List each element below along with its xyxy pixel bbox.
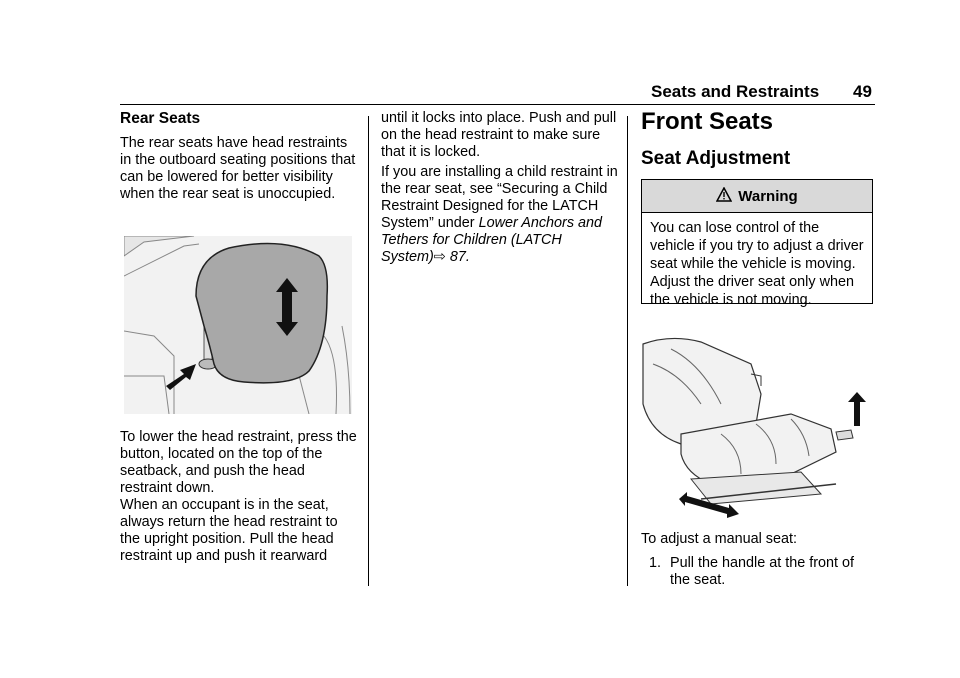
rear-seats-heading: Rear Seats bbox=[120, 110, 201, 127]
column-divider-left bbox=[368, 116, 369, 586]
page-ref-arrow-icon: ⇨ bbox=[433, 249, 446, 265]
step-text: Pull the handle at the front of the seat. bbox=[670, 555, 855, 588]
rear-seats-intro: The rear seats have head restraints in the outboard seating positions that can be lowered for better visibility when the rear seat is unoccupied. bbox=[120, 135, 356, 202]
warning-box bbox=[641, 179, 873, 308]
child-restraint-text bbox=[381, 164, 619, 266]
step-number: 1. bbox=[649, 555, 662, 571]
column-divider-right bbox=[627, 116, 628, 586]
warning-triangle-icon bbox=[716, 187, 732, 206]
warning-body: You can lose control of the vehicle if you try to adjust a driver seat while the vehicle is moving. Adjust the driver seat only when the vehicle is not moving. bbox=[650, 220, 864, 308]
seat-adjustment-heading: Seat Adjustment bbox=[641, 148, 791, 169]
manual-steps-list bbox=[649, 555, 873, 589]
headrest-illustration bbox=[124, 236, 352, 414]
latch-reference-link[interactable]: Lower Anchors and Tethers for Children (LATCH System) bbox=[381, 215, 603, 265]
page-number: 49 bbox=[853, 82, 872, 101]
header-divider bbox=[120, 104, 875, 105]
step-item bbox=[649, 555, 873, 589]
continued-text: until it locks into place. Push and pull on the head restraint to make sure that it is locked. bbox=[381, 110, 617, 160]
latch-page-ref[interactable]: 87. bbox=[445, 249, 470, 265]
section-title: Seats and Restraints bbox=[651, 82, 820, 101]
front-seats-heading: Front Seats bbox=[641, 108, 774, 135]
front-seat-illustration bbox=[641, 334, 873, 522]
return-headrest-text: When an occupant is in the seat, always return the head restraint to the upright position. Pull the head restraint up and push it rearward bbox=[120, 497, 338, 564]
warning-header bbox=[642, 180, 872, 213]
manual-seat-intro: To adjust a manual seat: bbox=[641, 531, 797, 547]
child-text-prefix: If you are installing a child restraint in the rear seat, see “Securing a Child Restraint Designed for the LATCH System” under bbox=[381, 164, 618, 231]
warning-title: Warning bbox=[738, 187, 798, 205]
lower-headrest-text: To lower the head restraint, press the button, located on the top of the seatback, and push the head restraint down. bbox=[120, 429, 357, 496]
